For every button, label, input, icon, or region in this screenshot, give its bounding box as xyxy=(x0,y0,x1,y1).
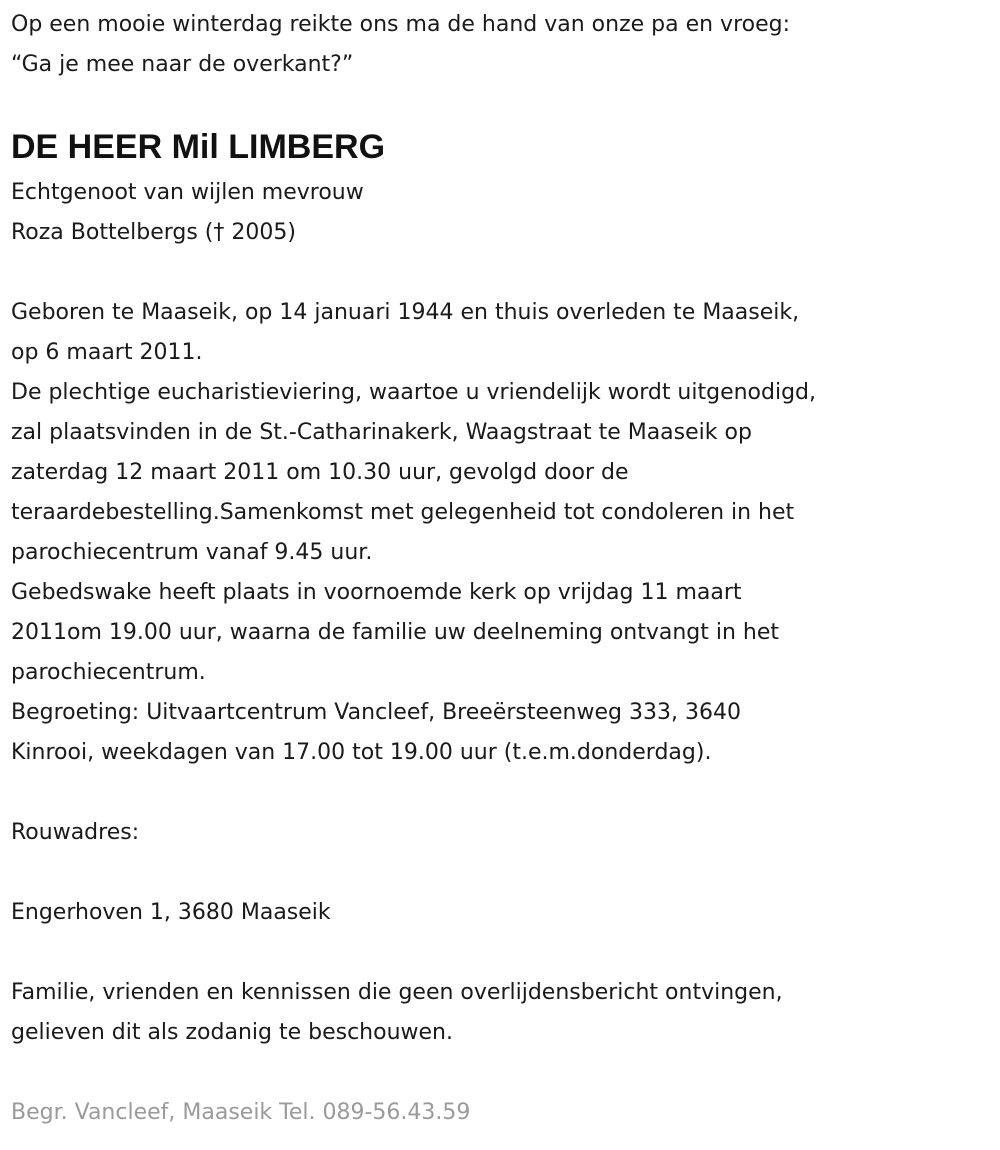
closing-line: Familie, vrienden en kennissen die geen overlijdensbericht ontvingen, xyxy=(11,980,783,1005)
mourning-address: Engerhoven 1, 3680 Maaseik xyxy=(11,900,331,925)
spouse-line: Roza Bottelbergs († 2005) xyxy=(11,220,296,245)
intro-line: “Ga je mee naar de overkant?” xyxy=(11,52,354,77)
details-line: De plechtige eucharistieviering, waartoe u vriendelijk wordt uitgenodigd, xyxy=(11,380,817,405)
details-line: parochiecentrum vanaf 9.45 uur. xyxy=(11,540,373,565)
intro-text xyxy=(11,5,1000,85)
details-line: Begroeting: Uitvaartcentrum Vancleef, Breeërsteenweg 333, 3640 xyxy=(11,700,741,725)
details-line: 2011om 19.00 uur, waarna de familie uw deelneming ontvangt in het xyxy=(11,620,780,645)
details-line: zal plaatsvinden in de St.-Catharinakerk, Waagstraat te Maaseik op xyxy=(11,420,752,445)
details-line: Kinrooi, weekdagen van 17.00 tot 19.00 uur (t.e.m.donderdag). xyxy=(11,740,712,765)
deceased-name-heading: DE HEER Mil LIMBERG xyxy=(11,128,386,166)
funeral-details xyxy=(11,293,1000,773)
closing-line: gelieven dit als zodanig te beschouwen. xyxy=(11,1020,453,1045)
details-line: Gebedswake heeft plaats in voornoemde kerk op vrijdag 11 maart xyxy=(11,580,742,605)
closing-text xyxy=(11,973,1000,1053)
spouse-info xyxy=(11,173,1000,253)
address-label: Rouwadres: xyxy=(11,820,140,845)
spouse-line: Echtgenoot van wijlen mevrouw xyxy=(11,180,364,205)
details-line: teraardebestelling.Samenkomst met gelegenheid tot condoleren in het xyxy=(11,500,795,525)
details-line: parochiecentrum. xyxy=(11,660,206,685)
details-line: Geboren te Maaseik, op 14 januari 1944 en thuis overleden te Maaseik, xyxy=(11,300,800,325)
funeral-director-footer: Begr. Vancleef, Maaseik Tel. 089-56.43.59 xyxy=(11,1100,471,1125)
intro-line: Op een mooie winterdag reikte ons ma de hand van onze pa en vroeg: xyxy=(11,12,791,37)
details-line: zaterdag 12 maart 2011 om 10.30 uur, gevolgd door de xyxy=(11,460,629,485)
details-line: op 6 maart 2011. xyxy=(11,340,203,365)
